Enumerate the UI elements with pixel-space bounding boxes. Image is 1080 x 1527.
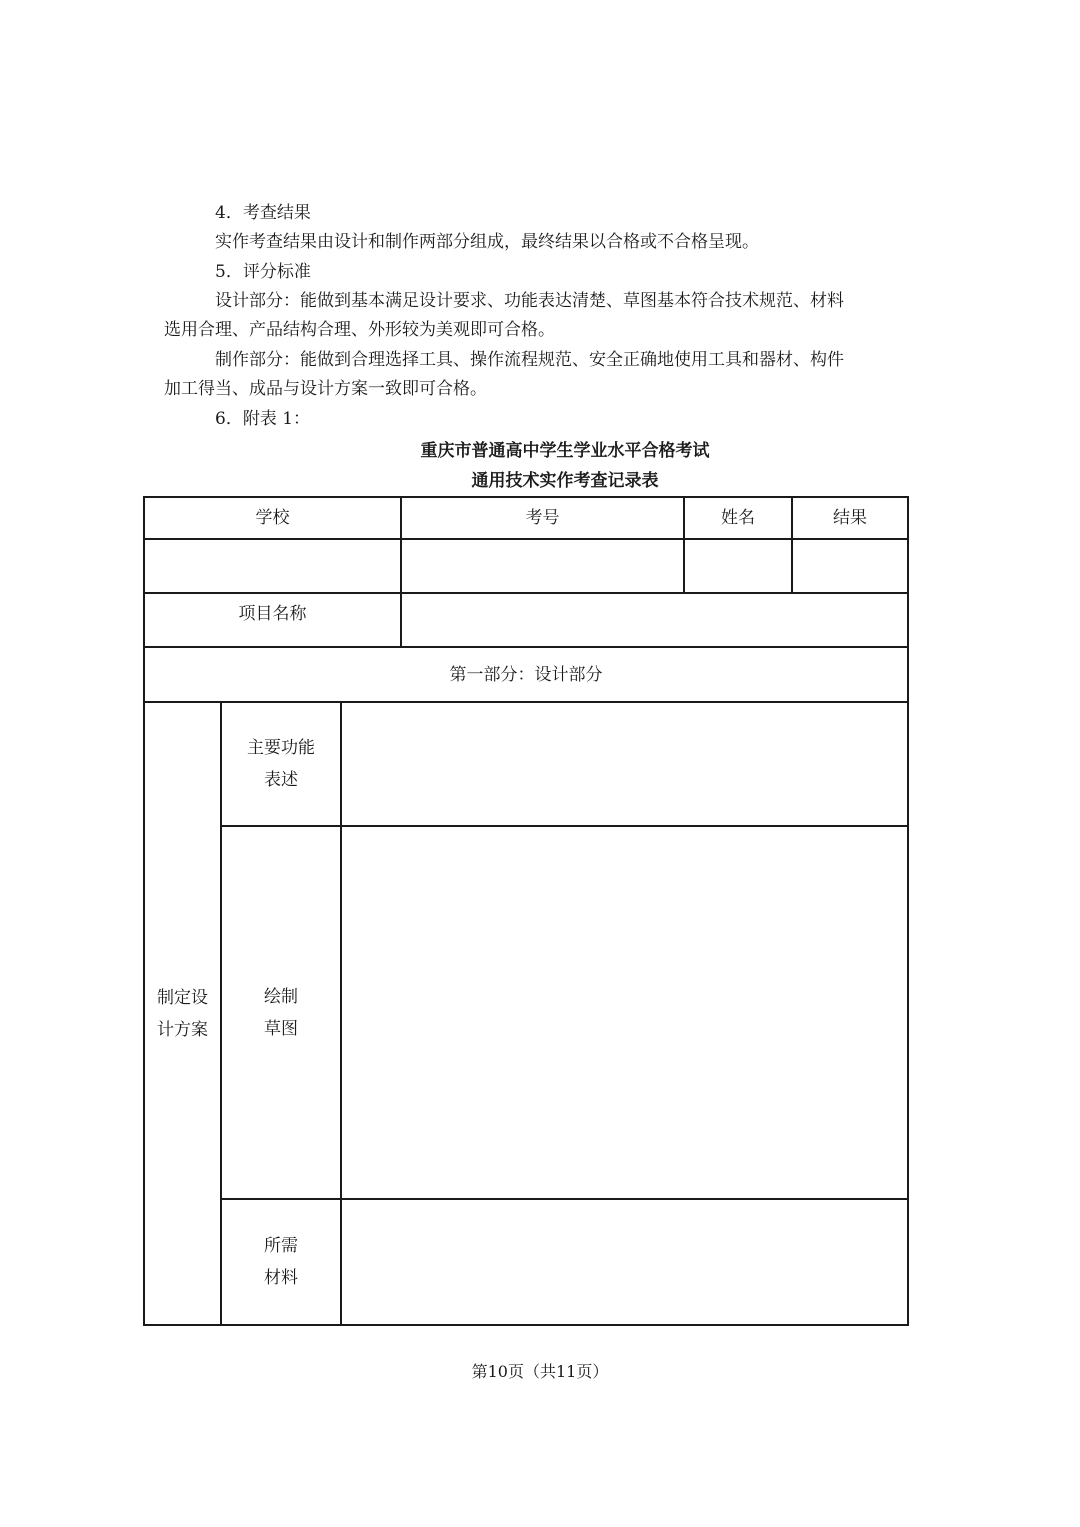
make-criteria-line1: 制作部分：能做到合理选择工具、操作流程规范、安全正确地使用工具和器材、构件 [215,350,844,370]
school-field[interactable] [144,539,401,593]
section5-heading: 5．评分标准 [215,262,311,282]
materials-row [144,1199,908,1325]
entry-row [144,539,908,593]
design-criteria-line2: 选用合理、产品结构合理、外形较为美观即可合格。 [164,320,555,340]
project-name-label: 项目名称 [144,593,401,647]
section6-heading: 6．附表 1： [215,409,311,429]
design-plan-label-line2: 计方案 [157,1019,208,1040]
header-row [144,497,908,539]
sketch-row [144,826,908,1199]
page-number: 第10页（共11页） [471,1362,609,1381]
project-row [144,593,908,647]
sketch-label [221,826,341,1199]
name-header: 姓名 [684,497,792,539]
form-title: 重庆市普通高中学生学业水平合格考试 [420,441,710,461]
function-label-line2: 表述 [264,770,298,790]
sketch-field[interactable] [341,826,908,1199]
sketch-label-line2: 草图 [264,1018,298,1039]
materials-label-line1: 所需 [264,1236,298,1256]
form-subtitle: 通用技术实作考查记录表 [471,471,659,491]
materials-field[interactable] [341,1199,908,1325]
record-table [143,496,909,1326]
school-header: 学校 [144,497,401,539]
result-header: 结果 [792,497,908,539]
function-label [221,702,341,826]
project-name-field[interactable] [401,593,908,647]
result-field[interactable] [792,539,908,593]
design-plan-label-line1: 制定设 [157,987,208,1008]
section4-text: 实作考查结果由设计和制作两部分组成，最终结果以合格或不合格呈现。 [215,232,759,252]
design-plan-label [144,702,221,1325]
section4-heading: 4．考查结果 [215,203,311,223]
make-criteria-line2: 加工得当、成品与设计方案一致即可合格。 [164,379,487,399]
materials-label-line2: 材料 [264,1268,298,1288]
exam-number-field[interactable] [401,539,684,593]
part1-row [144,647,908,702]
materials-label [221,1199,341,1325]
design-criteria-line1: 设计部分：能做到基本满足设计要求、功能表达清楚、草图基本符合技术规范、材料 [215,291,844,311]
function-field[interactable] [341,702,908,826]
function-label-line1: 主要功能 [247,738,315,758]
part1-label: 第一部分：设计部分 [144,647,908,702]
name-field[interactable] [684,539,792,593]
sketch-label-line1: 绘制 [264,986,298,1007]
exam-number-header: 考号 [401,497,684,539]
function-row [144,702,908,826]
